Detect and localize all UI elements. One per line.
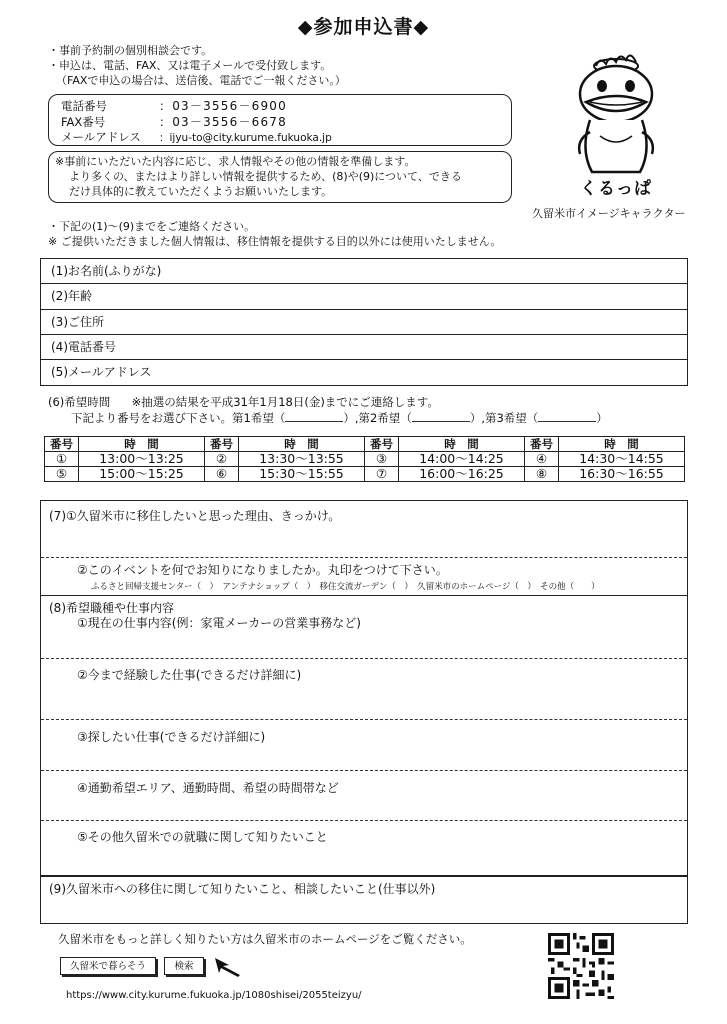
slot-number: ① bbox=[45, 452, 79, 467]
slot-time: 16:30～16:55 bbox=[559, 467, 685, 482]
preferred-time-section: (6)希望時間 ※抽選の結果を平成31年1月18日(金)までにご連絡します。 下記より番号をお選び下さい。第1希望（ ）,第2希望（ ）,第3希望（ ） bbox=[48, 395, 608, 425]
dashed-divider bbox=[41, 557, 687, 558]
homepage-url[interactable]: https://www.city.kurume.fukuoka.jp/1080shisei/2055teizyu/ bbox=[66, 990, 362, 1001]
question-8-item: ②今まで経験した仕事(できるだけ詳細に) bbox=[77, 668, 302, 682]
question-9-text: (9)久留米市への移住に関して知りたいこと、相談したいこと(仕事以外) bbox=[49, 882, 436, 896]
slot-time: 16:00～16:25 bbox=[399, 467, 525, 482]
phone-row bbox=[61, 97, 287, 114]
email-field-label: (5)メールアドレス bbox=[51, 365, 152, 380]
slot-number: ⑦ bbox=[365, 467, 399, 482]
column-header: 番号 bbox=[525, 437, 559, 452]
fax-row bbox=[61, 113, 287, 130]
address-field-label: (3)ご住所 bbox=[51, 314, 104, 329]
slot-time: 13:30～13:55 bbox=[239, 452, 365, 467]
question-8-item: ④通勤希望エリア、通勤時間、希望の時間帯など bbox=[77, 781, 339, 795]
slot-number: ④ bbox=[525, 452, 559, 467]
instruction-line: ※ ご提供いただきました個人情報は、移住情報を提供する目的以外には使用いたしません。 bbox=[48, 235, 502, 248]
qr-code[interactable] bbox=[548, 933, 614, 999]
question-7-box bbox=[40, 500, 688, 596]
slot-time: 15:00～15:25 bbox=[79, 467, 205, 482]
question-9-box[interactable] bbox=[40, 876, 688, 924]
table-row bbox=[45, 467, 685, 482]
third-choice-label: 第3希望 bbox=[484, 411, 527, 425]
name-field[interactable] bbox=[41, 259, 687, 284]
instructions bbox=[48, 219, 501, 249]
email-label: メールアドレス bbox=[61, 130, 141, 144]
table-header-row bbox=[45, 437, 685, 452]
column-header: 時 間 bbox=[239, 437, 365, 452]
phone-field-label: (4)電話番号 bbox=[51, 339, 116, 354]
contact-box bbox=[48, 94, 512, 146]
third-choice-input[interactable] bbox=[538, 410, 596, 422]
fax-label: FAX番号 bbox=[61, 115, 106, 129]
slot-number: ⑥ bbox=[205, 467, 239, 482]
intro-text bbox=[48, 43, 346, 88]
column-header: 時 間 bbox=[79, 437, 205, 452]
question-8-item: ⑤その他久留米での就職に関して知りたいこと bbox=[77, 830, 328, 844]
intro-line: ・申込は、電話、FAX、又は電子メールで受付致します。 bbox=[48, 59, 332, 72]
slot-number: ② bbox=[205, 452, 239, 467]
email-address[interactable]: ：ijyu-to@city.kurume.fukuoka.jp bbox=[159, 132, 332, 144]
question-8-item: ③探したい仕事(できるだけ詳細に) bbox=[77, 730, 266, 744]
table-row bbox=[45, 452, 685, 467]
search-button[interactable]: 検索 bbox=[164, 957, 204, 975]
email-row bbox=[61, 129, 332, 145]
note-box bbox=[48, 151, 512, 203]
slot-number: ⑤ bbox=[45, 467, 79, 482]
age-field-label: (2)年齢 bbox=[51, 289, 92, 304]
personal-info-table bbox=[40, 258, 688, 386]
reason-answer-area[interactable] bbox=[41, 525, 687, 553]
intro-line: ・事前予約制の個別相談会です。 bbox=[48, 44, 213, 57]
second-choice-input[interactable] bbox=[412, 410, 470, 422]
footer-text: 久留米市をもっと詳しく知りたい方は久留米市のホームページをご覧ください。 bbox=[58, 932, 472, 946]
dashed-divider bbox=[41, 770, 687, 771]
column-header: 番号 bbox=[45, 437, 79, 452]
mascot-caption: 久留米市イメージキャラクター bbox=[532, 207, 686, 220]
phone-label: 電話番号 bbox=[61, 99, 107, 113]
column-header: 番号 bbox=[205, 437, 239, 452]
slot-time: 15:30～15:55 bbox=[239, 467, 365, 482]
column-header: 番号 bbox=[365, 437, 399, 452]
question-7-source: ②このイベントを何でお知りになりましたか。丸印をつけて下さい。 bbox=[77, 563, 448, 577]
second-choice-label: 第2希望 bbox=[358, 411, 401, 425]
question-8-box bbox=[40, 596, 688, 876]
mascot-illustration bbox=[560, 52, 672, 202]
name-field-label: (1)お名前(ふりがな) bbox=[51, 264, 162, 278]
slot-time: 14:30～14:55 bbox=[559, 452, 685, 467]
cursor-arrow-icon bbox=[213, 955, 243, 977]
note-line: ※事前にいただいた内容に応じ、求人情報やその他の情報を準備します。 bbox=[55, 155, 416, 168]
preferred-time-label: (6)希望時間 bbox=[48, 395, 111, 409]
note-line: より多くの、またはより詳しい情報を提供するため、(8)や(9)について、できる bbox=[69, 170, 462, 183]
lottery-note: ※抽選の結果を平成31年1月18日(金)までにご連絡します。 bbox=[131, 395, 439, 409]
search-term-box[interactable]: 久留米で暮らそう bbox=[60, 957, 156, 975]
column-header: 時 間 bbox=[399, 437, 525, 452]
email-field[interactable] bbox=[41, 360, 687, 385]
intro-line: （FAXで申込の場合は、送信後、電話でご一報ください。） bbox=[56, 74, 346, 87]
note-line: だけ具体的に教えていただくようお願いいたします。 bbox=[69, 185, 333, 198]
fax-number: ：03－3556－6678 bbox=[159, 115, 287, 129]
age-field[interactable] bbox=[41, 284, 687, 309]
question-8-title: (8)希望職種や仕事内容 bbox=[49, 601, 174, 615]
dashed-divider bbox=[41, 820, 687, 821]
slot-time: 13:00～13:25 bbox=[79, 452, 205, 467]
slot-number: ③ bbox=[365, 452, 399, 467]
instruction-line: ・下記の(1)～(9)までをご連絡ください。 bbox=[48, 220, 256, 233]
mascot-name: くるっぱ bbox=[580, 179, 652, 199]
form-title: ◆参加申込書◆ bbox=[297, 16, 430, 38]
dashed-divider bbox=[41, 719, 687, 720]
slot-time: 14:00～14:25 bbox=[399, 452, 525, 467]
question-7-reason: (7)①久留米市に移住したいと思った理由、きっかけ。 bbox=[49, 509, 341, 523]
phone-number: ：03－3556－6900 bbox=[159, 99, 287, 113]
time-slot-table bbox=[44, 436, 685, 482]
phone-field[interactable] bbox=[41, 335, 687, 360]
address-field[interactable] bbox=[41, 310, 687, 335]
dashed-divider bbox=[41, 658, 687, 659]
column-header: 時 間 bbox=[559, 437, 685, 452]
first-choice-label: 第1希望 bbox=[232, 411, 274, 425]
question-8-item: ①現在の仕事内容(例：家電メーカーの営業事務など) bbox=[77, 616, 361, 630]
first-choice-input[interactable] bbox=[285, 410, 343, 422]
select-instruction: 下記より番号をお選び下さい。 bbox=[71, 411, 232, 425]
source-options[interactable]: ふるさと回帰支援センター（ ） アンテナショップ（ ） 移住交流ガーデン（ ） 久留米市のホームページ（ ） その他（ ） bbox=[91, 582, 600, 592]
slot-number: ⑧ bbox=[525, 467, 559, 482]
